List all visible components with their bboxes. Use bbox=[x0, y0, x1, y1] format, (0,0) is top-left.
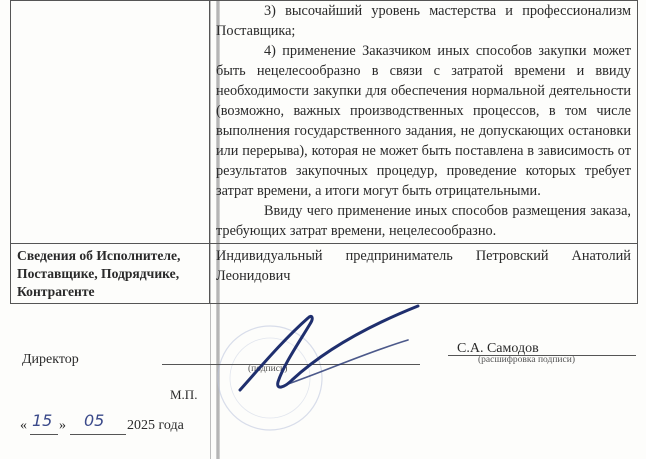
date-year: 2025 года bbox=[127, 418, 184, 433]
contractor-word-1: Индивидуальный bbox=[216, 248, 323, 264]
signatory-name: С.А. Самодов bbox=[457, 341, 539, 356]
contractor-name-line bbox=[216, 246, 631, 266]
date-month-line bbox=[70, 434, 126, 435]
contractor-info-row bbox=[11, 244, 638, 304]
name-caption: (расшифровка подписи) bbox=[478, 355, 575, 365]
contractor-info-label: Сведения об Исполнителе, Поставщике, Подрядчике, Контрагенте bbox=[11, 244, 210, 304]
empty-label-cell bbox=[11, 1, 210, 244]
date-close-quote: » bbox=[59, 418, 66, 433]
justification-row bbox=[11, 1, 638, 244]
date-open-quote: « bbox=[20, 418, 27, 433]
contractor-info-value bbox=[210, 244, 638, 304]
paragraph-conclusion: Ввиду чего применение иных способов размещения заказа, требующих затрат времени, нецелесообразно. bbox=[216, 203, 631, 239]
contractor-word-3: Петровский bbox=[475, 248, 549, 264]
date-month: 05 bbox=[84, 411, 105, 430]
handwritten-signature-icon bbox=[228, 300, 428, 410]
contractor-patronymic: Леонидович bbox=[216, 268, 291, 284]
contractor-word-2: предприниматель bbox=[345, 248, 453, 264]
paragraph-item-4: 4) применение Заказчиком иных способов закупки может быть нецелесообразно в связи с затратой времени и ввиду необходимости закупки для обеспечения нормальной деятельности (возможно, важных производственных процессов, в том числе выполнения государственного задания, не допускающих остановки или перерыва), которая не может быть поставлена в зависимость от результатов закупочных процедур, проведение которых требует затрат времени, а итоги могут быть отрицательными. bbox=[216, 43, 631, 199]
document-table bbox=[10, 0, 638, 304]
director-label: Директор bbox=[22, 352, 79, 367]
date-day: 15 bbox=[32, 411, 53, 430]
stamp-placeholder: М.П. bbox=[170, 387, 198, 402]
justification-cell bbox=[210, 1, 638, 244]
paragraph-item-3: 3) высочайший уровень мастерства и профессионализм Поставщика; bbox=[216, 3, 631, 39]
contractor-word-4: Анатолий bbox=[571, 248, 631, 264]
date-day-line bbox=[30, 434, 58, 435]
signature-caption: (подпись) bbox=[248, 364, 288, 374]
